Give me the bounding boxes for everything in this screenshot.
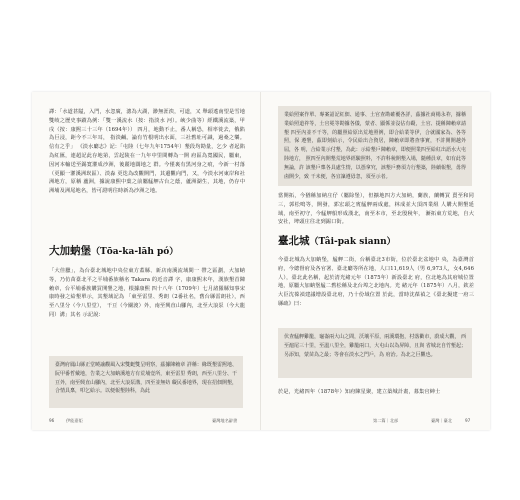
right-footer-left: 第二篇｜北部 (373, 418, 399, 423)
heading-title: 臺北城 (278, 235, 310, 247)
right-footer-middle: 臺灣｜臺北 (431, 418, 452, 423)
right-quote-box (278, 106, 472, 186)
left-footer-title: 伊能嘉矩 (66, 418, 83, 423)
right-paragraph-3: 於是，光緒四年（1878年）知府陳星聚，建立築城計畫，募集官紳士 (278, 389, 441, 395)
left-paragraph-2: 「大佳臘」，為台臺北城地中央位東方蓋縣、新店南溪流域間一 帶之區劃，大加蚋等，乃仿苗臺北平之平埔番族稱名 Takara 的近音譯 字，康康熙末年，漢族墾首陳賴章，台平埔番族購買開墾之地，根據康熙 四十八年（1709年）七月諸羅縣知事宋康時發之給墾單示，其墾域記為 「東至雷里、秀朗（2番社名，舊台縣雷朗社），西至八里分（今八里堂）， 干豆（今關渡）外，南至興直山腳內，北至大浪泵（今大龍同）溝」其名 示記說： (49, 268, 245, 318)
right-quote-box-2 (278, 328, 472, 378)
right-footer-page-number: 97 (465, 418, 471, 423)
left-footer-page-number: 96 (49, 418, 55, 423)
heading-title: 大加蚋堡 (49, 245, 91, 257)
left-quote-box (49, 356, 243, 408)
right-paragraph-1: 當開拓，今猶稱加納庄仔（屬除堡），但擴地四方大加納，蘭族，蘭轉買 賣至和同三，郭松鳴等，開發，郭宏頭之賓艋舺兩成處，林成並大頂四業組 人購大開墾延域，南至初守，今艋舺船形成漢北，南至本市，至北殷稅年， 漸拓東方荒地，自大安社，埤頭庄往北到錫口街。 (278, 193, 474, 226)
heading-romanization: （Tâi-pak siann） (309, 237, 396, 247)
section-heading-daikalah (49, 245, 249, 259)
right-page (261, 92, 490, 430)
heading-romanization: （Tōa-ka-lāh pó） (91, 247, 179, 257)
right-quote-text-2: 伏查艋舺雞籠，龜崙兩大山之間，沃壤平原，兩溪環抱，村落衢市，蔚成大觀， 西至滬尾三十里，至溫八里全，雞籠兩口，大屯山以為屏障，且與 省城北自竹塹起；另添知，蒙苗為之最；等會在淡水之門戶，為 府治。為北之巨觀也。 (284, 334, 466, 358)
section-heading-taipei-city (278, 235, 478, 249)
left-footer-right: 臺灣地名辭書 (212, 418, 238, 423)
right-quote-text: 業給照案作單、專案詔記紅佃、通事、土官查勘確覆各詳，茲據社商楊永祚，據稱 業給照道祚等，土官冕等勘據各儀，蒙者、顯係並沒佔有礙，土官、提稱陳賴章請墾 四至內並不干等，的屬照給原出荒地照例，即合給業等伊，合就國家為、各等照，保 遵墾，茲即刻給示，令民給出合資居，陳賴章即將查事實，不許開開越外屆，各 明，合給業示付墾，為此：示給墾戶陳賴章，即便照業四至給紅出語水大屯陸地方， 照四至內開墾荒地界經驗照料，不許科稅開墾入場，隨種員章，如有此等無論，許 該墾戶稟各具處生情，以憑拿究，該墾戶務須力行墾築，陸續報墾，毋得鹵開少，致 干未便，各宜凜遵毋忽，須至示者。 (284, 112, 466, 180)
left-quote-text: 臺灣府鳳山縣正堂曉諭觀風入宋雙蜓雙呈明察，茲據陳賴章 詳稱：緣既墾雷熙地、阮甲番哲戴地，告業之大加蚋溪地方有荒埔壹所，東至雷里 秀朗，西至八里分、干豆外，南至興直山腳內，北至大浪泵溝，四至並無妨 礙民番地界，現在招佃開墾，合情具稟，叩乞給示。以便報墾陸科，為此 (55, 362, 237, 395)
book-spread (32, 92, 490, 430)
right-paragraph-2: 今臺北城為大加蚋堡，艋舺二街，台稱臺北3市街，位於臺北盆地中 央，為臺灣首府，今總督府及各官署、臺北廳等所在地，人口11,619人（男 6,973人，女4,646人），臺北此名稱，起於清光緒元年（1875年）新設臺北 府，位北地為其府城位置地，原屬大加蚋堡艋二舊松稱及北台埠之北地內。光 緒元年（1875年）八月，欽差大臣沈葆禎建議增設臺北府，乃十份域位置 於此，當時沈葆禎之《臺北擬建一府三縣疏》曰： (278, 257, 474, 307)
left-page (32, 92, 261, 430)
left-paragraph-1: 譯：「水道甚隘，入門，水忽廣，漶為大湖，渺無涯涘，可道，又 舉頭遙南望是雪地雙岐之歷史事蹟為例：「雙一溪流水（按：指淡水 河）。峽少曲等）經鐵溪流築，甲戌（按：康熙三十三年（1694年）） 四月，地動不止，番人稱恐，相率徙去，俄陷為巨浸，距今不三年耳， 指淡鹹。論有竹根明出水面，三社舊址可識，過桑之樂。信有之乎」 《淡水廳志》記：「屯陸（七年九年1754年）墾段均勘量，乞少 者起陷為紅匯，連超記此存地第，雲起陵在一九年中里間轉為一開 府區為寬國民，屬東，因河本輸送至錫寬灌成沙洲，後麗地闊地之 群。今僅裏有黑河身之痕，今新一村落（更顯一灌溪洲崁區）、淡淼 更迭為改觀開門，其邊觀向門，又，今淡水河東岸和社洲地方，原稱 蘆洲，據說康熙中葉之前屬艋舺古台之蔭，蘆洲湖生，其地，仍存中 洲埔及洲尾地名，皆可證明往時新為沙洲之地。 (49, 109, 245, 195)
